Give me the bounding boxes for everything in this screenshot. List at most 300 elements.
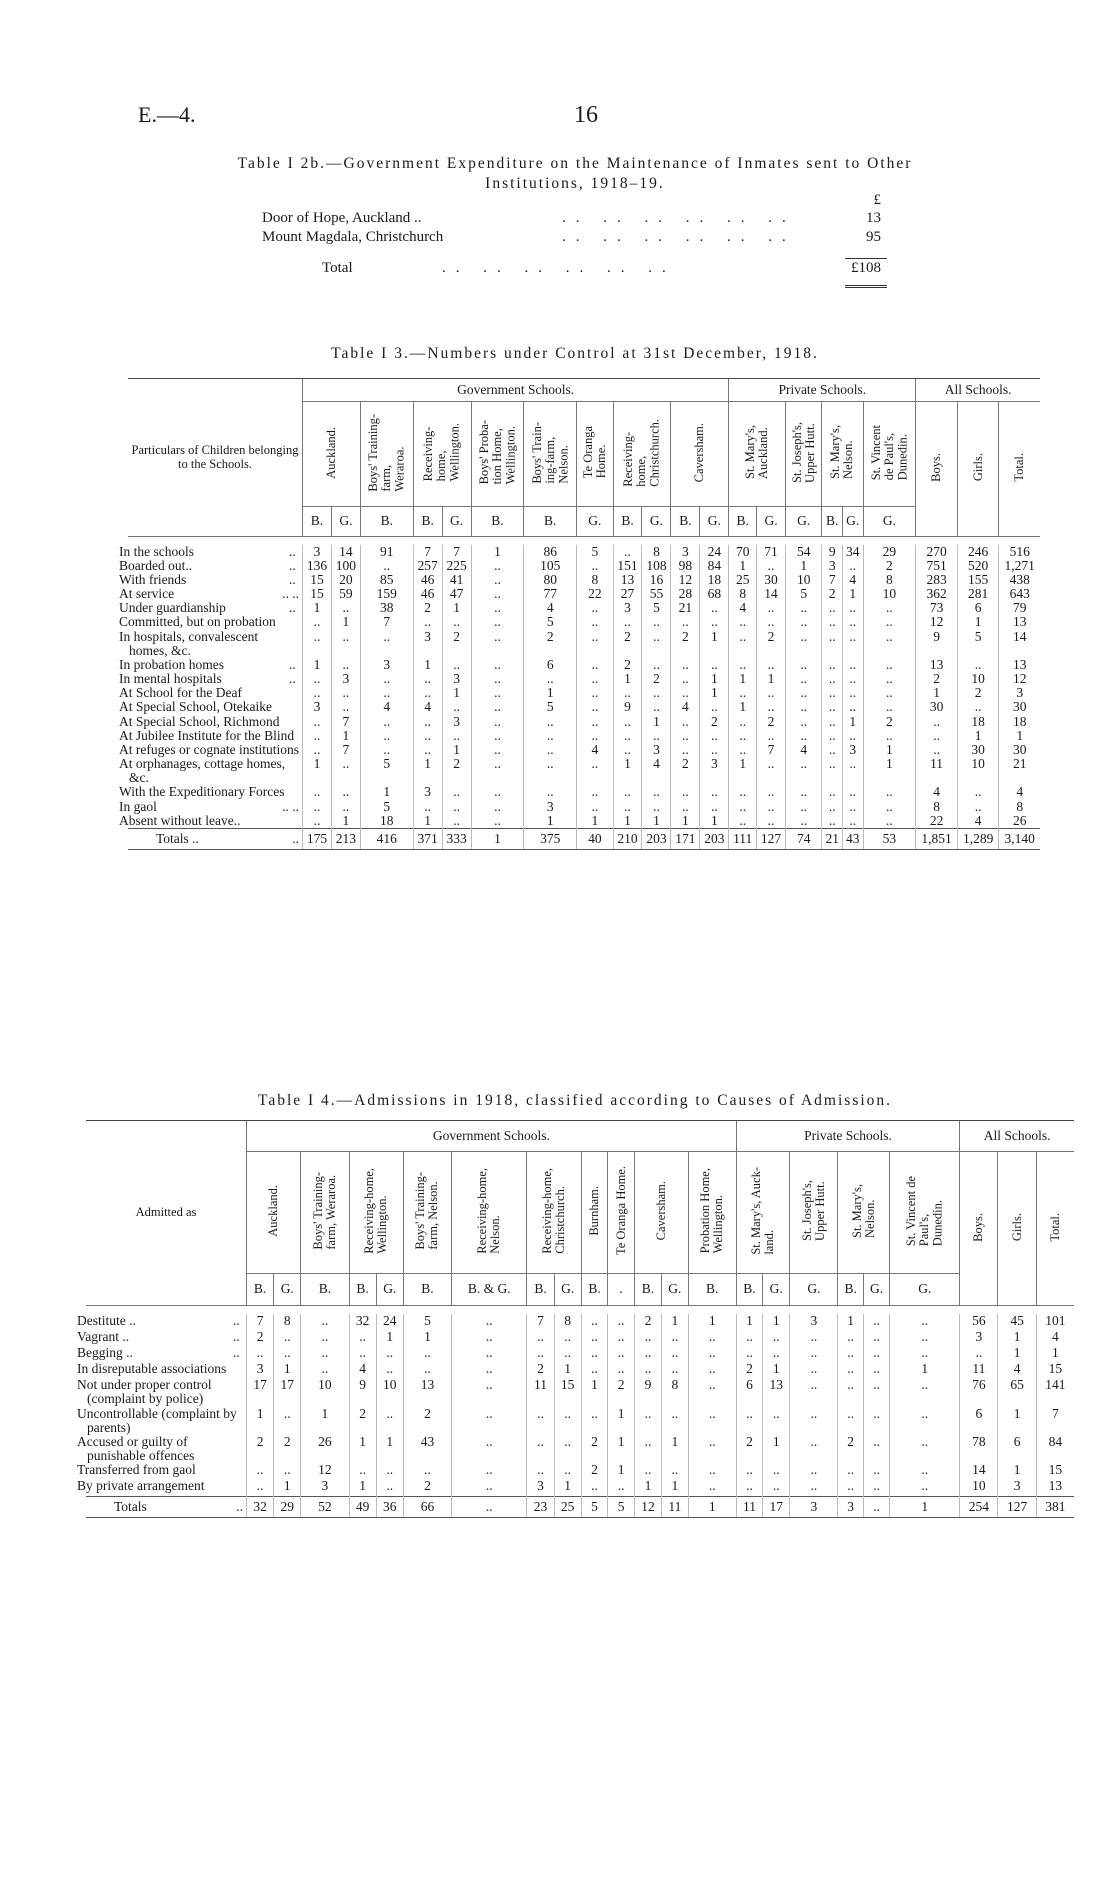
table-cell: 1 xyxy=(729,559,757,573)
table-cell: 257 xyxy=(413,559,442,573)
row-label-text: At Special School, Otekaike xyxy=(119,699,272,715)
table-row xyxy=(86,1479,1074,1496)
total-cell: 12 xyxy=(634,1496,661,1517)
totals-row xyxy=(128,828,1040,849)
table-cell: 12 xyxy=(999,672,1040,686)
table-row xyxy=(128,615,1040,629)
table-cell: 1 xyxy=(413,757,442,785)
table-cell: .. xyxy=(634,1362,661,1378)
table-cell: 34 xyxy=(842,545,863,559)
table-cell: .. xyxy=(303,686,332,700)
sex-column-header: G. xyxy=(700,507,729,537)
table-cell: 9 xyxy=(634,1378,661,1406)
table13-caption: Table I 3.—Numbers under Control at 31st December, 1918. xyxy=(331,345,819,362)
sex-column-header: G. xyxy=(863,1274,890,1306)
table-cell: 13 xyxy=(916,658,958,672)
total-header-total: Total. xyxy=(999,402,1040,537)
table-cell: .. xyxy=(527,1463,554,1479)
total-cell: 213 xyxy=(331,828,360,849)
table-cell: 7 xyxy=(360,615,413,629)
table-cell: 4 xyxy=(349,1362,376,1378)
row-label-text: At service xyxy=(119,586,175,602)
table-cell: 1 xyxy=(957,729,999,743)
table-cell: 1 xyxy=(763,1362,790,1378)
row-label-text: Not under proper control (complaint by police) xyxy=(77,1377,212,1407)
table-cell: 2 xyxy=(916,672,958,686)
table-cell: .. xyxy=(376,1463,403,1479)
sex-column-header: B. xyxy=(671,507,700,537)
sex-column-header: G. xyxy=(376,1274,403,1306)
table-cell: .. xyxy=(729,615,757,629)
table-cell: 159 xyxy=(360,587,413,601)
table-cell: .. xyxy=(786,672,822,686)
table-cell: .. xyxy=(577,615,613,629)
table-cell: .. xyxy=(442,785,471,799)
table-cell: 18 xyxy=(999,715,1040,729)
table-cell: .. xyxy=(662,1362,689,1378)
table-cell: .. xyxy=(471,601,524,615)
table-cell: 1 xyxy=(247,1407,274,1435)
table12b-label: Door of Hope, Auckland .. xyxy=(262,210,422,226)
table-row xyxy=(128,672,1040,686)
total-cell: 371 xyxy=(413,828,442,849)
table-cell: 3 xyxy=(671,545,700,559)
table-cell: .. xyxy=(786,729,822,743)
total-cell: 381 xyxy=(1036,1496,1074,1517)
table-cell: .. xyxy=(822,814,843,829)
spacer-row xyxy=(128,537,1040,545)
table-cell: 18 xyxy=(700,573,729,587)
sex-column-header: G. xyxy=(786,507,822,537)
table-cell: .. xyxy=(613,615,642,629)
table-cell: .. xyxy=(822,757,843,785)
sex-column-header: G. xyxy=(554,1274,581,1306)
row-label xyxy=(77,1361,247,1378)
table-cell: 1 xyxy=(577,814,613,829)
table-cell: .. xyxy=(581,1330,608,1346)
table-cell: .. xyxy=(613,729,642,743)
table-cell: 1 xyxy=(634,1479,661,1496)
table-cell: 11 xyxy=(527,1378,554,1406)
sex-column-header: B. xyxy=(581,1274,608,1306)
table-cell: .. xyxy=(916,743,958,757)
table-cell: .. xyxy=(960,1346,998,1362)
table-cell: 41 xyxy=(442,573,471,587)
table-cell: 30 xyxy=(957,743,999,757)
table-cell: .. xyxy=(863,672,916,686)
table-cell: .. xyxy=(274,1330,301,1346)
table-cell: .. xyxy=(471,559,524,573)
table-cell: .. xyxy=(757,615,786,629)
total-cell: 3,140 xyxy=(999,828,1040,849)
table-cell: 14 xyxy=(331,545,360,559)
sex-column-header: B. xyxy=(403,1274,451,1306)
leader-dots: .. xyxy=(236,1498,243,1514)
table-cell: 1 xyxy=(442,686,471,700)
school-header: Caversham. xyxy=(671,402,729,507)
table-cell: 1 xyxy=(642,814,671,829)
table-cell: .. xyxy=(763,1330,790,1346)
row-label xyxy=(119,699,303,715)
table-cell: .. xyxy=(360,743,413,757)
table-cell: 281 xyxy=(957,587,999,601)
table-cell: 3 xyxy=(442,672,471,686)
table-cell: 86 xyxy=(524,545,577,559)
table-cell: .. xyxy=(688,1346,736,1362)
table-cell: 10 xyxy=(960,1479,998,1496)
total-cell: 203 xyxy=(642,828,671,849)
table12b-row xyxy=(262,229,887,248)
table-cell: .. xyxy=(842,814,863,829)
table-cell: 1 xyxy=(331,729,360,743)
sex-column-header: G. xyxy=(763,1274,790,1306)
table-cell: 1 xyxy=(671,814,700,829)
table-cell: .. xyxy=(403,1346,451,1362)
table-row xyxy=(86,1362,1074,1378)
table-cell: 28 xyxy=(671,587,700,601)
table-cell: .. xyxy=(274,1463,301,1479)
table-cell: .. xyxy=(671,729,700,743)
table-cell: .. xyxy=(642,615,671,629)
sex-column-header: G. xyxy=(331,507,360,537)
table-cell: .. xyxy=(790,1435,838,1463)
table-cell: 1 xyxy=(700,814,729,829)
table-cell: .. xyxy=(577,800,613,814)
table12b-total-label: Total xyxy=(322,260,353,276)
total-cell: 1,289 xyxy=(957,828,999,849)
table-cell: .. xyxy=(863,1346,890,1362)
table-cell: .. xyxy=(838,1378,863,1406)
table-cell: 14 xyxy=(757,587,786,601)
row-label xyxy=(119,586,303,602)
table-cell: 80 xyxy=(524,573,577,587)
table12b-amount xyxy=(801,192,887,227)
table-cell: .. xyxy=(471,800,524,814)
school-header: Receiving- home, Christchurch. xyxy=(613,402,671,507)
table-cell: 7 xyxy=(413,545,442,559)
total-cell: 11 xyxy=(662,1496,689,1517)
group-header-all: All Schools. xyxy=(916,379,1040,402)
table-row xyxy=(128,587,1040,601)
table-cell: .. xyxy=(700,785,729,799)
school-header: St. Mary's, Nelson. xyxy=(838,1152,890,1274)
school-header: St. Mary's, Auck- land. xyxy=(736,1152,790,1274)
table-cell: .. xyxy=(413,615,442,629)
table-cell: .. xyxy=(303,814,332,829)
table-cell: .. xyxy=(757,658,786,672)
table-cell: 10 xyxy=(786,573,822,587)
table-cell: 4 xyxy=(998,1362,1036,1378)
table-cell: 1 xyxy=(442,601,471,615)
totals-label-text: Totals .. xyxy=(156,830,199,846)
row-label-text: Under guardianship xyxy=(119,600,226,616)
table-cell: .. xyxy=(863,700,916,714)
table-cell: .. xyxy=(671,686,700,700)
total-cell: 171 xyxy=(671,828,700,849)
table-row xyxy=(128,658,1040,672)
table-cell: .. xyxy=(957,700,999,714)
table-cell: 1 xyxy=(608,1435,635,1463)
table-cell: .. xyxy=(757,800,786,814)
table-cell: .. xyxy=(838,1362,863,1378)
table-cell: .. xyxy=(581,1407,608,1435)
table-cell: .. xyxy=(822,729,843,743)
leader-dots: .. .. .. .. .. .. xyxy=(562,229,796,245)
table-cell: 1 xyxy=(331,615,360,629)
table-cell: .. xyxy=(376,1346,403,1362)
table-cell: .. xyxy=(581,1314,608,1330)
table-cell: 4 xyxy=(999,785,1040,799)
table-cell: .. xyxy=(247,1346,274,1362)
table-cell: 246 xyxy=(957,545,999,559)
total-cell: 25 xyxy=(554,1496,581,1517)
table-cell: 9 xyxy=(613,700,642,714)
table-cell: 3 xyxy=(613,601,642,615)
table-cell: 2 xyxy=(757,715,786,729)
total-cell: .. xyxy=(863,1496,890,1517)
table-cell: 5 xyxy=(360,757,413,785)
table-cell: .. xyxy=(554,1463,581,1479)
table-cell: .. xyxy=(863,1463,890,1479)
school-header: Te Oranga Home. xyxy=(577,402,613,507)
table-cell: 10 xyxy=(957,757,999,785)
page-reference: E.—4. xyxy=(138,102,196,127)
table-cell: .. xyxy=(554,1346,581,1362)
table-cell: 3 xyxy=(960,1330,998,1346)
table-cell: .. xyxy=(763,1407,790,1435)
table-cell: .. xyxy=(376,1362,403,1378)
table-cell: .. xyxy=(822,672,843,686)
table-cell: .. xyxy=(274,1346,301,1362)
table-cell: .. xyxy=(452,1435,527,1463)
table-cell: .. xyxy=(471,729,524,743)
table-cell: 1 xyxy=(301,1407,349,1435)
table-cell: 6 xyxy=(736,1378,762,1406)
row-label-text: At School for the Deaf xyxy=(119,685,242,701)
row-label: Vagrant .. .. xyxy=(77,1328,240,1344)
school-header: Auckland. xyxy=(247,1152,301,1274)
table-cell: 9 xyxy=(822,545,843,559)
table-cell: 56 xyxy=(960,1314,998,1330)
table-cell: 1 xyxy=(998,1346,1036,1362)
table-cell: .. xyxy=(700,658,729,672)
table-cell: 4 xyxy=(916,785,958,799)
table-cell: .. xyxy=(301,1314,349,1330)
row-label xyxy=(119,798,303,814)
table-cell: .. xyxy=(890,1330,960,1346)
table-cell: 2 xyxy=(700,715,729,729)
table-cell: .. xyxy=(527,1330,554,1346)
row-label xyxy=(77,1405,247,1435)
table-cell: .. xyxy=(331,785,360,799)
table-cell: 3 xyxy=(301,1479,349,1496)
table-cell: .. xyxy=(790,1479,838,1496)
table-cell: .. xyxy=(890,1346,960,1362)
table-cell: .. xyxy=(790,1362,838,1378)
table-cell: 136 xyxy=(303,559,332,573)
table-cell: 8 xyxy=(642,545,671,559)
table-cell: 1 xyxy=(729,700,757,714)
table-cell: 1 xyxy=(662,1435,689,1463)
table-cell: 21 xyxy=(671,601,700,615)
table-cell: 1 xyxy=(763,1435,790,1463)
table-cell: .. xyxy=(577,686,613,700)
table-cell: 30 xyxy=(757,573,786,587)
row-label xyxy=(119,685,303,701)
table-cell: .. xyxy=(527,1407,554,1435)
table-cell: 55 xyxy=(642,587,671,601)
table-cell: .. xyxy=(524,785,577,799)
leader-dots: .. .. .. .. .. .. xyxy=(442,260,676,276)
table-cell: 10 xyxy=(376,1378,403,1406)
table-cell: .. xyxy=(957,800,999,814)
table-row xyxy=(86,1435,1074,1463)
sex-column-header: B. xyxy=(736,1274,762,1306)
table-cell: .. xyxy=(842,800,863,814)
row-label-text: Accused or guilty of punishable offences xyxy=(77,1433,195,1464)
table-cell: .. xyxy=(729,743,757,757)
school-header: Boys' Train- ing-farm, Nelson. xyxy=(524,402,577,507)
school-header: Boys' Proba- tion Home, Wellington. xyxy=(471,402,524,507)
table-cell: 2 xyxy=(581,1435,608,1463)
total-cell: 66 xyxy=(403,1496,451,1517)
table-cell: 84 xyxy=(1036,1435,1074,1463)
table-cell: .. xyxy=(863,800,916,814)
table12b-caption-line2: Institutions, 1918–19. xyxy=(485,175,665,192)
group-header-private: Private Schools. xyxy=(729,379,916,402)
table-cell: .. xyxy=(763,1479,790,1496)
school-header: St. Vincent de Paul's, Dunedin. xyxy=(863,402,916,507)
table-cell: .. xyxy=(786,630,822,658)
table-cell: .. xyxy=(642,800,671,814)
table-cell: .. xyxy=(613,686,642,700)
table-row xyxy=(128,800,1040,814)
table-cell: 29 xyxy=(863,545,916,559)
table-cell: 2 xyxy=(671,757,700,785)
table-cell: 105 xyxy=(524,559,577,573)
table-cell: 283 xyxy=(916,573,958,587)
table-cell: 4 xyxy=(957,814,999,829)
school-header: St. Joseph's, Upper Hutt. xyxy=(786,402,822,507)
table-cell: .. xyxy=(471,743,524,757)
table-cell: .. xyxy=(957,785,999,799)
table-cell: 3 xyxy=(442,715,471,729)
sex-column-header: G. xyxy=(790,1274,838,1306)
table-cell: 3 xyxy=(999,686,1040,700)
table-cell: 1 xyxy=(303,658,332,672)
table-cell: .. xyxy=(613,545,642,559)
table-cell: .. xyxy=(524,757,577,785)
table-cell: 3 xyxy=(998,1479,1036,1496)
table-cell: .. xyxy=(360,630,413,658)
table-cell: .. xyxy=(838,1479,863,1496)
table-cell: .. xyxy=(757,601,786,615)
total-cell: 23 xyxy=(527,1496,554,1517)
table-cell: 2 xyxy=(403,1407,451,1435)
row-label xyxy=(119,756,303,786)
table-cell: .. xyxy=(471,630,524,658)
table-cell: 141 xyxy=(1036,1378,1074,1406)
total-cell: 5 xyxy=(581,1496,608,1517)
row-label xyxy=(77,1433,247,1464)
table-cell: 3 xyxy=(842,743,863,757)
table-cell: .. xyxy=(331,658,360,672)
sex-column-header: G. xyxy=(890,1274,960,1306)
table-cell: 1 xyxy=(376,1330,403,1346)
table-cell: .. xyxy=(863,601,916,615)
table-cell: 1 xyxy=(1036,1346,1074,1362)
table-cell: 2 xyxy=(863,559,916,573)
table-cell: 2 xyxy=(403,1479,451,1496)
total-cell: 36 xyxy=(376,1496,403,1517)
table-cell: .. xyxy=(634,1435,661,1463)
table-cell: 1 xyxy=(608,1463,635,1479)
table-cell: .. xyxy=(581,1479,608,1496)
table-cell: 5 xyxy=(360,800,413,814)
table-cell: 3 xyxy=(700,757,729,785)
row-label-text: At Jubilee Institute for the Blind xyxy=(119,727,295,743)
table-cell: 15 xyxy=(303,587,332,601)
total-cell: 49 xyxy=(349,1496,376,1517)
table-cell: 4 xyxy=(577,743,613,757)
table-cell: .. xyxy=(842,658,863,672)
total-cell: 53 xyxy=(863,828,916,849)
table-cell: .. xyxy=(331,700,360,714)
table-cell: 1 xyxy=(581,1378,608,1406)
table-cell: .. xyxy=(360,715,413,729)
school-header: Burnham. xyxy=(581,1152,608,1274)
table-cell: .. xyxy=(736,1330,762,1346)
row-label-text: By private arrangement xyxy=(77,1478,205,1494)
table-cell: .. xyxy=(413,743,442,757)
sex-column-header: B. xyxy=(613,507,642,537)
table-cell: 11 xyxy=(960,1362,998,1378)
table-cell: .. xyxy=(471,814,524,829)
table-cell: 12 xyxy=(916,615,958,629)
table-cell: 1 xyxy=(736,1314,762,1330)
totals-label xyxy=(128,828,303,849)
table-cell: 9 xyxy=(916,630,958,658)
sex-column-header: B. xyxy=(822,507,843,537)
table-cell: 2 xyxy=(442,757,471,785)
table-cell: .. xyxy=(822,601,843,615)
table-cell: .. xyxy=(471,658,524,672)
table-cell: 68 xyxy=(700,587,729,601)
row-label-text: In mental hospitals xyxy=(119,671,222,687)
table-cell: 1 xyxy=(998,1330,1036,1346)
table-cell: 1 xyxy=(957,615,999,629)
table-cell: 98 xyxy=(671,559,700,573)
table-cell: 1 xyxy=(998,1407,1036,1435)
table-cell: .. xyxy=(757,700,786,714)
table-cell: 46 xyxy=(413,573,442,587)
table-cell: 17 xyxy=(274,1378,301,1406)
table-cell: 5 xyxy=(642,601,671,615)
table-cell: .. xyxy=(608,1330,635,1346)
table-cell: .. xyxy=(916,715,958,729)
table-cell: .. xyxy=(376,1407,403,1435)
table-cell: .. xyxy=(413,800,442,814)
row-label-text: In gaol xyxy=(119,798,157,814)
row-label: In the schools .. xyxy=(119,543,296,559)
table-cell: 14 xyxy=(960,1463,998,1479)
table-cell: .. xyxy=(786,785,822,799)
table-cell: 47 xyxy=(442,587,471,601)
table-cell: .. xyxy=(554,1330,581,1346)
school-header: St. Mary's, Nelson. xyxy=(822,402,863,507)
sex-column-header: G. xyxy=(863,507,916,537)
table-cell: 1 xyxy=(303,757,332,785)
